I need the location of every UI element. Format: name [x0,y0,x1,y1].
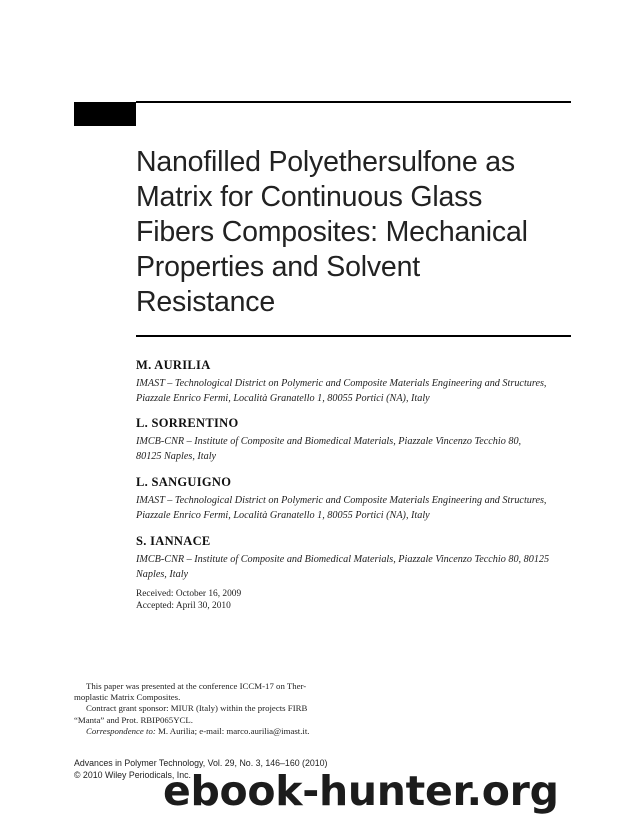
journal-copyright: © 2010 Wiley Periodicals, Inc. [74,769,191,780]
correspondence-note [74,726,334,737]
grant-note: “Manta” and Prot. RBIP065YCL. [74,714,193,725]
conference-note: This paper was presented at the conference ICCM-17 on Ther- [86,681,307,691]
author-name: S. IANNACE [136,534,211,548]
title-line: Fibers Composites: Mechanical [136,216,528,248]
title-line: Properties and Solvent [136,251,420,283]
author-block [136,416,576,464]
author-affiliation: IMCB-CNR – Institute of Composite and Biomedical Materials, Piazzale Vincenzo Tecchio 80, 80125 Naples, Italy [136,554,550,580]
conference-note: moplastic Matrix Composites. [74,692,181,703]
author-block [136,358,576,406]
author-name: M. AURILIA [136,358,211,372]
header-black-block [74,102,136,126]
author-affiliation: IMAST – Technological District on Polymeric and Composite Materials Engineering and Structures, Piazzale Enrico Fermi, Località Granatello 1, 80055 Portici (NA), Italy [136,495,547,521]
author-block [136,534,576,582]
received-date: Received: October 16, 2009 [136,589,242,599]
correspondence-email: M. Aurilia; e-mail: marco.aurilia@imast.it. [155,725,310,736]
footnotes [74,681,334,737]
author-name: L. SANGUIGNO [136,475,232,489]
watermark: ebook-hunter.org [163,767,559,815]
accepted-date: Accepted: April 30, 2010 [136,601,231,611]
grant-note: Contract grant sponsor: MIUR (Italy) within the projects FIRB [86,703,308,714]
author-name: L. SORRENTINO [136,416,239,430]
title-line: Matrix for Continuous Glass [136,181,483,213]
paper-title [136,145,586,320]
title-line: Nanofilled Polyethersulfone as [136,146,515,178]
journal-citation: Advances in Polymer Technology, Vol. 29, No. 3, 146–160 (2010) [74,758,328,768]
header-rule [136,101,571,103]
author-affiliation: IMAST – Technological District on Polymeric and Composite Materials Engineering and Structures, Piazzale Enrico Fermi, Località Granatello 1, 80055 Portici (NA), Italy [136,378,547,404]
author-block [136,475,576,523]
correspondence-label: Correspondence to: [86,725,156,736]
title-line: Resistance [136,286,275,318]
submission-dates [136,588,241,612]
author-affiliation: IMCB-CNR – Institute of Composite and Biomedical Materials, Piazzale Vincenzo Tecchio 80, 80125 Naples, Italy [136,436,522,462]
title-rule [136,335,571,337]
